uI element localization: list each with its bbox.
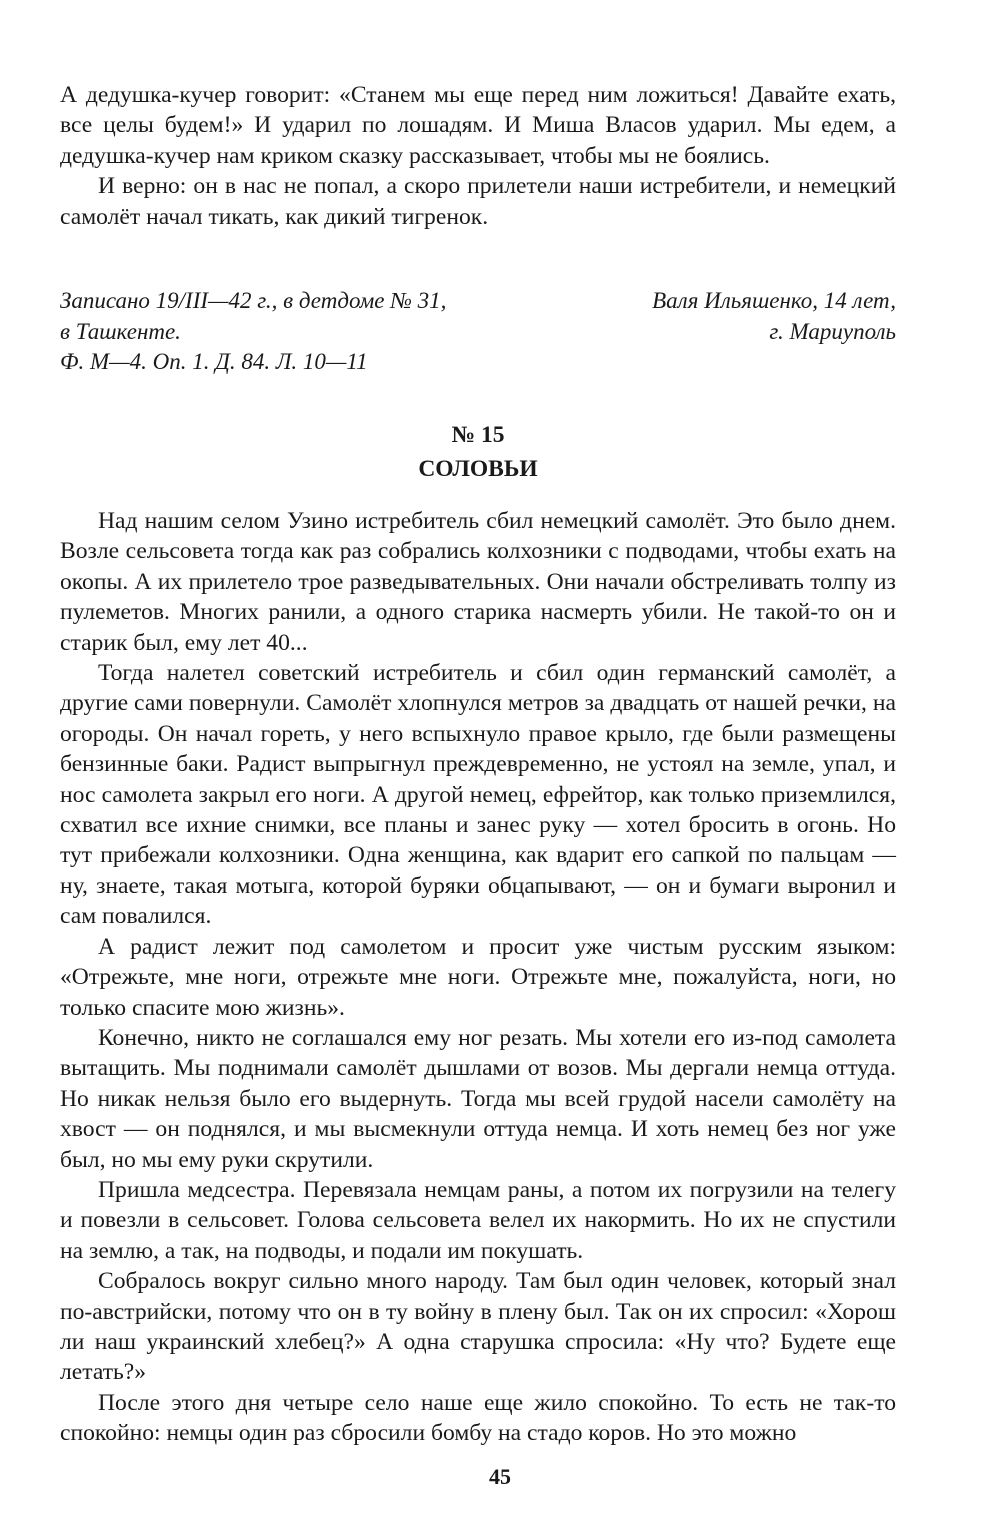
paragraph: Собралось вокруг сильно много народу. Там был один человек, который знал по-австрийски, потому что он в ту войну в плену был. Так он их спросил: «Хорош ли наш украинский хлебец?» А одна старушка спросила: «Ну что? Будете еще летать?» xyxy=(60,1268,896,1386)
section-title: СОЛОВЬИ xyxy=(418,456,538,482)
paragraph: А дедушка-кучер говорит: «Станем мы еще перед ним ложиться! Давайте ехать, все целы будем!» И ударил по лошадям. И Миша Власов ударил. Мы едем, а дедушка-кучер нам криком сказку рассказывает, чтобы мы не боялись. xyxy=(60,82,896,169)
paragraph: После этого дня четыре село наше еще жило спокойно. То есть не так-то спокойно: немцы один раз сбросили бомбу на стадо коров. Но это можно xyxy=(60,1389,896,1447)
author-line: г. Мариуполь xyxy=(769,318,896,344)
author-attribution xyxy=(652,286,896,347)
paragraph: А радист лежит под самолетом и просит уже чистым русским языком: «Отрежьте, мне ноги, отрежьте мне ноги. Отрежьте мне, пожалуйста, ноги, но только спасите мою жизнь». xyxy=(60,933,896,1021)
paragraph: И верно: он в нас не попал, а скоро прилетели наши истребители, и немецкий самолёт начал тикать, как дикий тигренок. xyxy=(60,173,896,230)
page-number: 45 xyxy=(489,1464,511,1489)
record-line: Записано 19/III—42 г., в детдоме № 31, xyxy=(60,288,447,313)
archive-reference xyxy=(60,286,446,378)
paragraph: Тогда налетел советский истребитель и сбил один германский самолёт, а другие сами повернули. Самолёт хлопнулся метров за двадцать от нашей речки, на огороды. Он начал гореть, у него вспыхнуло правое крыло, где были размещены бензинные баки. Радист выпрыгнул преждевременно, не устоял на земле, упал, и нос самолета закрыл его ноги. А другой немец, ефрейтор, как только приземлился, схватил все ихние снимки, все планы и занес руку — хотел бросить в огонь. Но тут прибежали колхозники. Одна женщина, как вдарит его сапкой по пальцам — ну, знаете, такая мотыга, которой буряки обцапывают, — он и бумаги выронил и сам повалился. xyxy=(60,660,896,930)
author-line: Валя Ильяшенко, 14 лет, xyxy=(652,288,896,313)
top-text xyxy=(60,80,896,232)
record-line: в Ташкенте. xyxy=(60,318,181,344)
section-number: № 15 xyxy=(451,422,505,448)
paragraph: Над нашим селом Узино истребитель сбил немецкий самолёт. Это было днем. Возле сельсовета тогда как раз собрались колхозники с подводами, чтобы ехать на окопы. А их прилетело трое разведывательных. Они начали обстреливать толпу из пулеметов. Многих ранили, а одного старика насмерть убили. Не такой-то он и старик был, ему лет 40... xyxy=(60,508,896,656)
section-body xyxy=(60,506,896,1449)
paragraph: Пришла медсестра. Перевязала немцам раны, а потом их погрузили на телегу и повезли в сельсовет. Голова сельсовета велел их накормить. Но их не спустили на землю, а так, на подводы, и подали им покушать. xyxy=(60,1176,896,1264)
paragraph: Конечно, никто не соглашался ему ног резать. Мы хотели его из-под самолета вытащить. Мы поднимали самолёт дышлами от возов. Мы дергали немца оттуда. Но никак нельзя было его выдернуть. Тогда мы всей грудой насели самолёту на хвост — он поднялся, и мы высмекнули оттуда немца. И хоть немец без ног уже был, но мы ему руки скрутили. xyxy=(60,1024,896,1173)
record-line: Ф. М—4. Оп. 1. Д. 84. Л. 10—11 xyxy=(60,349,368,374)
